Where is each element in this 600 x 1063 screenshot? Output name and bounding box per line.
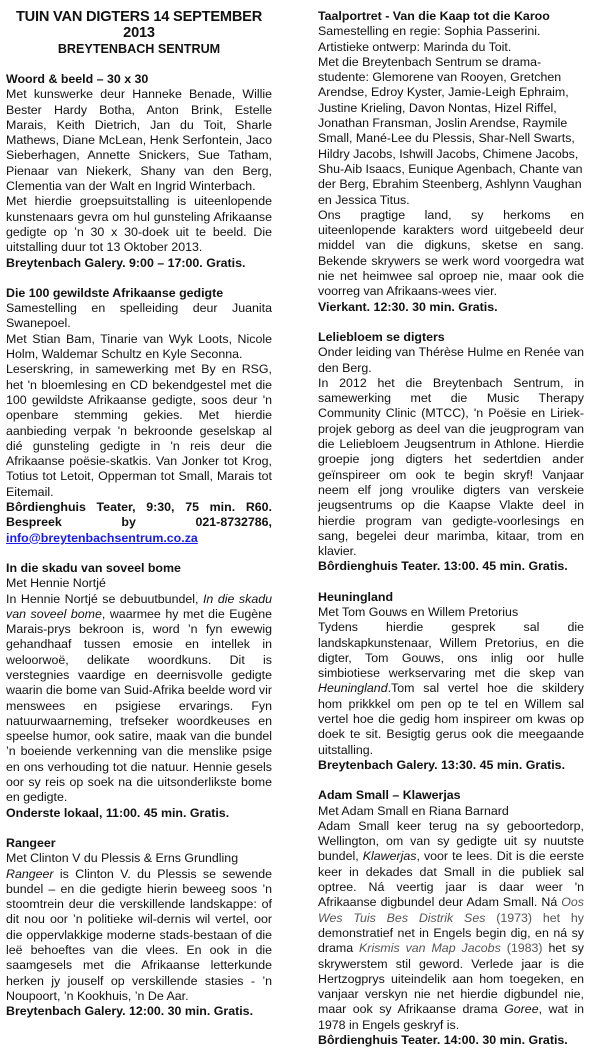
event-description: In 2012 het die Breytenbach Sentrum, in samewerking met die Music Therapy Community Clinic (MTCC), 'n Poësie en Liriek- projek geborg as deel van die jeugprogram van die Leliebloem Jeugsentrum in Athlone. Hierdie groepie jong digters het sedertdien ander geïnspireer om ook te begin skryf! Vanjaar neem elf jong vroulike digters van verskeie jeugsentrums op die Kaapse Vlakte deel in hierdie program van gedigte-voorlesings en sang, begelei deur marimba, kitaar, trom en klavier. [318, 375, 584, 559]
desc-text: Tydens hierdie gesprek sal die landskapkunstenaar, Willem Pretorius, en die digter, Tom Gouws, ons inlig oor hulle simbiotiese werkservaring met die skep van [318, 620, 584, 681]
event-description [318, 819, 584, 1033]
event-venue: Bôrdienghuis Teater. 14:00. 30 min. Gratis. [318, 1033, 568, 1047]
event-title: Heuningland [318, 589, 394, 604]
event-taalportret [318, 9, 584, 315]
desc-text: het sy skrywerstem stil geword. Verlede jaar is die Hertzogprys uiteindelik aan hom toegeken, en vanjaar verskyn nie net hierdie digbundel nie, maar ook sy Afrikaanse drama [318, 941, 584, 1017]
event-credits: Met Tom Gouws en Willem Pretorius [318, 604, 519, 619]
event-skadu-van-bome [6, 561, 272, 821]
event-venue: Breytenbach Galery. 13:30. 45 min. Gratis. [318, 757, 566, 772]
event-venue: Vierkant. 12:30. 30 min. Gratis. [318, 299, 498, 314]
event-cast: Met Stian Bam, Tinarie van Wyk Loots, Nicole Holm, Waldemar Schultz en Kyle Seconna. [6, 331, 272, 362]
event-credits: Samestelling en spelleiding deur Juanita Swanepoel. [6, 301, 272, 331]
event-description: Leserskring, in samewerking met By en RSG, het 'n bloemlesing en CD bekendgestel met die 100 gewildste Afrikaanse gedigte, soos deur 'n openbare stemming gekies. Met hierdie aanbieding verpak 'n bekroonde geselskap al dié gunsteling gedigte in 'n reis deur die Afrikaanse poësie-skatkis. Van Jonker tot Krog, Totius tot Letoit, Opperman tot Small, Marais tot Eitemail. [6, 362, 272, 499]
desc-text: (1973) het hy [485, 910, 584, 925]
event-description [6, 592, 272, 806]
email-link[interactable]: info@breytenbachsentrum.co.za [6, 530, 198, 545]
event-cast: Met die Breytenbach Sentrum se drama-studente: Glemorene van Rooyen, Gretchen Arendse, Edroy Kyster, Jamie-Leigh Ephraim, Justine Krieling, Davon Nontas, Hizel Riffel, Jonathan Fransman, Joslin Arendse, Raymile Small, Mané-Lee du Plessis, Shar-Nell Swarts, Hildry Jacobs, Ishwill Jacobs, Chimene Jacobs, Shu-Aib Isaacs, Eunique Agenbach, Chante van der Berg, Ebrahim Steenberg, Ashlynn Vaughan en Jessica Titus. [318, 54, 583, 207]
event-credits: Met kunswerke deur Hanneke Benade, Willie Bester Hardy Botha, Anton Brink, Estelle Marais, Keith Dietrich, Jan du Toit, Sharle Mathews, Diane McLean, Henk Serfontein, Jaco Sieberhagen, Annette Snickers, Sue Tatham, Pienaar van Niekerk, Shany van den Berg, Clementia van der Walt en Ingrid Winterbach. [6, 87, 272, 194]
book-title: Goree [504, 1002, 539, 1017]
desc-text: , wat in 1978 in Engels geskryf is. [318, 1002, 584, 1032]
desc-text: .Tom sal vertel hoe die skildery hom prikkkel om pen op te tel en Willem sal vertel hoe die gedig hom inspireer om kwas op doek te sit. Besigtig gerus ook die meegaande uitstalling. [318, 681, 584, 757]
event-title: Die 100 gewildste Afrikaanse gedigte [6, 285, 224, 300]
venue-text: Bôrdienghuis Teater, 9:30, 75 min. R60. Bespreek by 021-8732786, [6, 500, 272, 530]
event-title: Taalportret - Van die Kaap tot die Karoo [318, 9, 550, 23]
event-description [6, 867, 272, 1005]
event-title: Leliebloem se digters [318, 329, 445, 344]
right-column [318, 9, 584, 1063]
book-title: In die skadu van soveel bome [6, 591, 272, 621]
event-adam-small [318, 788, 584, 1048]
desc-text: is Clinton V. du Plessis se sewende bundel – en die gedigte hierin beweeg soos ’n stoomtrein deur die verskillende landskappe: of dit nou oor ’n politieke wil-dernis wil vertel, oor die oppervlakkige moderne stads-bestaan of die leë behoeftes van die vlees. En ook in die saamgesels met die Afrikaanse letterkunde herken jy jouself op verskillende stasies - ’n Noupoort, ’n Kookhuis, ’n De Aar. [6, 866, 272, 1003]
event-woord-en-beeld [6, 72, 272, 271]
book-title: Klawerjas [362, 849, 417, 864]
book-title: Heuningland [318, 681, 388, 696]
desc-text: In Hennie Nortjé se debuutbundel, [6, 591, 203, 606]
left-column [6, 0, 272, 1035]
desc-text: demonstratief net in Engels begin dig, en ná sy drama [318, 925, 584, 956]
event-title: In die skadu van soveel bome [6, 560, 181, 575]
book-title: Krismis van Map Jacobs [359, 941, 501, 956]
event-description: Ons pragtige land, sy herkoms en uiteenlopende karakters word uitgebeeld deur middel van die digkuns, sketse en sang. Bekende skrywers se werk word voorgedra wat nie net heimwee sal oproep nie, maar ook die voorreg van Afrikaans-wees vier. [318, 207, 584, 299]
event-design: Artistieke ontwerp: Marinda du Toit. [318, 39, 512, 54]
desc-text: (1983) [500, 941, 543, 956]
event-description: Met hierdie groepsuitstalling is uiteenlopende kunstenaars gevra om hul gunsteling Afrikaanse gedigte op ’n 30 x 30-doek uit te beeld. Die uitstalling duur tot 13 Oktober 2013. [6, 194, 272, 255]
desc-text: Adam Small keer terug na sy geboortedorp, Wellington, om van sy gedigte uit sy nuutste bundel, [318, 818, 584, 864]
event-title: Adam Small – Klawerjas [318, 788, 461, 803]
page-title: TUIN VAN DIGTERS 14 SEPTEMBER 2013 [15, 9, 263, 41]
book-title: Oos Wes Tuis Bes Distrik Ses [318, 895, 584, 925]
event-venue [6, 500, 272, 546]
event-venue: Breytenbach Galery. 9:00 – 17:00. Gratis. [6, 255, 246, 270]
event-credits: Met Hennie Nortjé [6, 576, 106, 591]
event-rangeer [6, 836, 272, 1020]
event-venue: Onderste lokaal, 11:00. 45 min. Gratis. [6, 805, 230, 820]
desc-text: , waarmee hy met die Eugène Marais-prys bekroon is, word ’n fyn ewewig gehandhaaf tussen emosie en intellek in weloorwoë, delikate woordkuns. Dit is verstegnies vaardige en deernisvolle gedigte waarin die bome van Suid-Afrika beelde word vir menswees en psigiese ervarings. Fyn natuurwaarneming, trefseker woordkeuses en speelse humor, ook satire, maak van die bundel ’n boeiende verkenning van die menslike psige en ons verhouding tot die natuur. Hennie gesels oor sy reis op soek na die uitsonderlikste bome en gedigte. [6, 606, 272, 805]
event-credits: Onder leiding van Thérèse Hulme en Renée van den Berg. [318, 345, 584, 375]
event-credits: Samestelling en regie: Sophia Passerini. [318, 24, 541, 39]
event-credits: Met Clinton V du Plessis & Erns Grundling [6, 851, 239, 866]
book-title: Rangeer [6, 866, 54, 881]
event-100-gewildste [6, 286, 272, 546]
event-title: Woord & beeld – 30 x 30 [6, 72, 149, 86]
page-subtitle: BREYTENBACH SENTRUM [57, 42, 221, 56]
desc-text: , voor te lees. Dit is die eerste keer in dekades dat Small in die publiek sal optree. Ná veertig jaar is daar weer 'n Afrikaanse digbundel deur Adam Small. Ná [318, 849, 584, 910]
event-venue: Bôrdienghuis Teater. 13:00. 45 min. Gratis. [318, 559, 568, 574]
event-description [318, 620, 584, 758]
event-title: Rangeer [6, 835, 56, 850]
event-heuningland [318, 590, 584, 774]
event-credits: Met Adam Small en Riana Barnard [318, 803, 509, 818]
event-venue: Breytenbach Galery. 12:00. 30 min. Gratis. [6, 1004, 254, 1019]
event-leliebloem [318, 330, 584, 575]
